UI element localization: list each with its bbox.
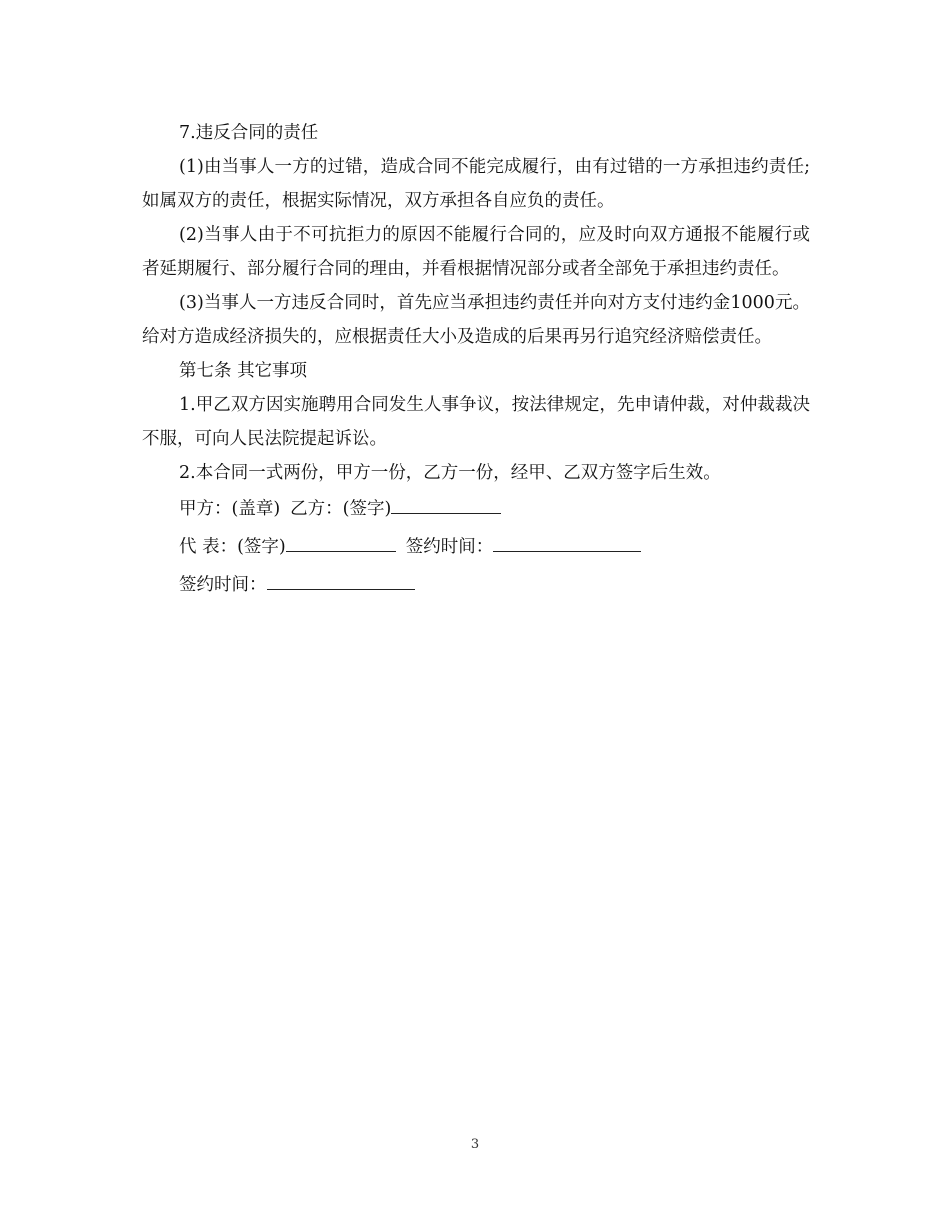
clause-paragraph: (1)由当事人一方的过错，造成合同不能完成履行，由有过错的一方承担违约责任;如属双方的责任，根据实际情况，双方承担各自应负的责任。	[142, 157, 810, 211]
representative-label: 代 表：(签字)	[179, 537, 286, 557]
sign-date-label: 签约时间：	[179, 575, 267, 595]
signature-line-parties	[142, 490, 810, 528]
sign-date-blank	[493, 537, 641, 552]
sign-date-blank	[267, 575, 415, 590]
clause-heading: 7.违反合同的责任	[179, 123, 319, 143]
clause-paragraph: (2)当事人由于不可抗拒力的原因不能履行合同的，应及时向双方通报不能履行或者延期履行、部分履行合同的理由，并看根据情况部分或者全部免于承担违约责任。	[142, 225, 810, 279]
signature-line-representative	[142, 528, 810, 566]
article-paragraph: 2.本合同一式两份，甲方一份，乙方一份，经甲、乙双方签字后生效。	[179, 463, 721, 483]
party-b-label: 乙方：(签字)	[290, 499, 392, 519]
signature-line-date	[142, 566, 810, 604]
sign-date-label: 签约时间：	[405, 537, 494, 557]
party-b-signature-blank	[391, 499, 501, 514]
representative-signature-blank	[286, 537, 396, 552]
document-body	[142, 116, 810, 604]
article-heading: 第七条 其它事项	[179, 361, 308, 381]
page-number: 3	[470, 1137, 480, 1152]
clause-paragraph: (3)当事人一方违反合同时，首先应当承担违约责任并向对方支付违约金1000元。给对方造成经济损失的，应根据责任大小及造成的后果再另行追究经济赔偿责任。	[142, 293, 810, 347]
party-a-label: 甲方：(盖章)	[179, 499, 281, 519]
article-paragraph: 1.甲乙双方因实施聘用合同发生人事争议，按法律规定，先申请仲裁，对仲裁裁决不服，可向人民法院提起诉讼。	[142, 395, 810, 449]
